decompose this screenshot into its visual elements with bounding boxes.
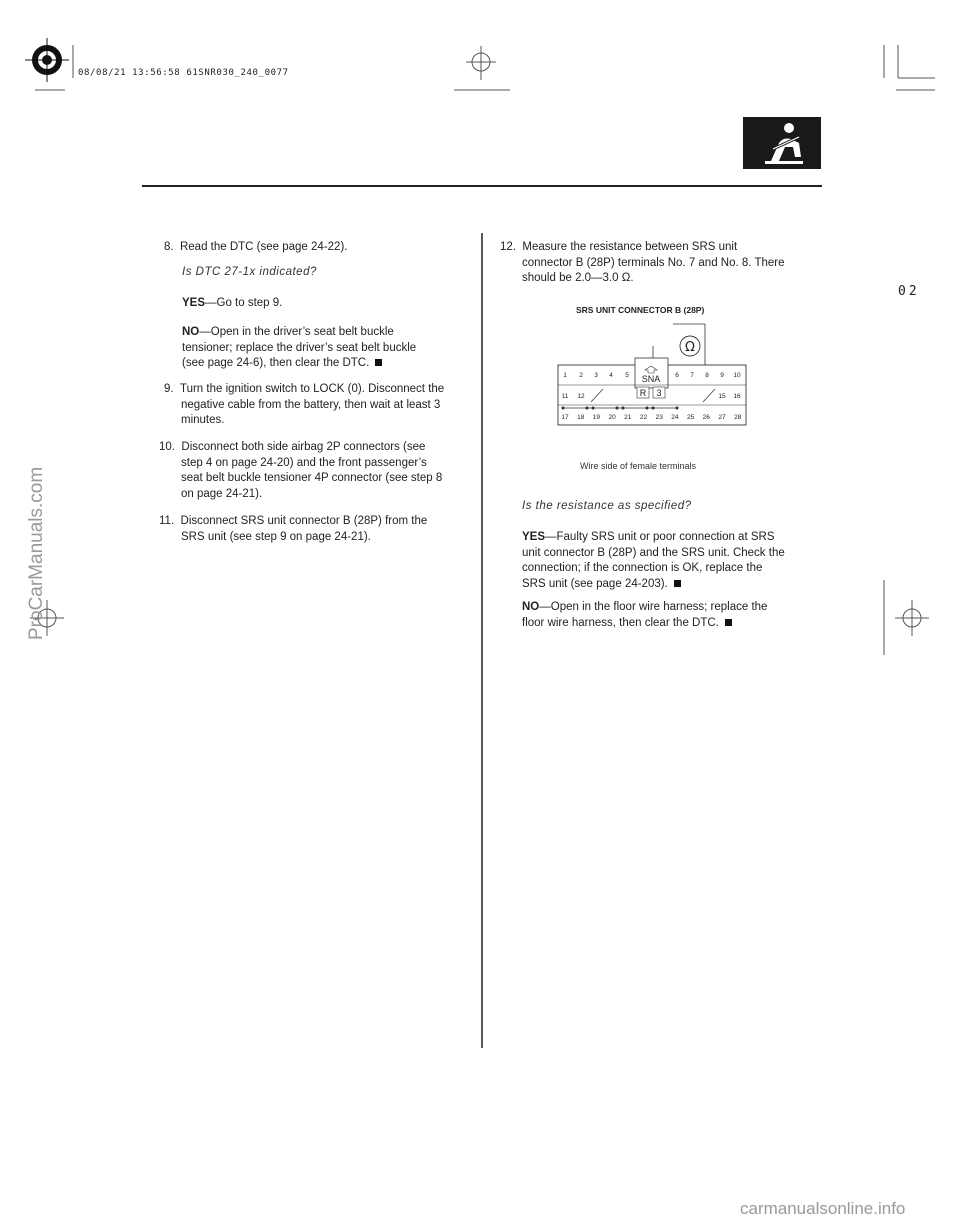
terminal-27: 27: [718, 414, 726, 421]
terminal-1: 1: [563, 372, 567, 379]
terminal-2: 2: [579, 372, 583, 379]
terminal-11: 11: [561, 393, 569, 400]
question-dtc: Is DTC 27-1x indicated?: [182, 266, 317, 278]
terminal-16: 16: [733, 393, 741, 400]
print-timestamp: 08/08/21 13:56:58 61SNR030_240_0077: [78, 68, 289, 78]
question-resistance: Is the resistance as specified?: [522, 500, 692, 512]
svg-text:R: R: [639, 388, 647, 398]
terminal-22: 22: [639, 414, 648, 421]
yes-branch-8: YES—Go to step 9.: [182, 297, 283, 309]
terminal-4: 4: [609, 372, 613, 379]
terminal-10: 10: [733, 372, 741, 379]
svg-text:3: 3: [656, 388, 662, 398]
terminal-7: 7: [690, 372, 694, 379]
terminal-20: 20: [608, 414, 616, 421]
step-10: 10. Disconnect both side airbag 2P connectors (see step 4 on page 24-20) and the front passenger’s seat belt buckle tensioner 4P connector (see step 8 on page 24-21).: [159, 441, 443, 500]
terminal-17: 17: [561, 414, 569, 421]
step-11: 11. Disconnect SRS unit connector B (28P) from the SRS unit (see step 9 on page 24-21).: [159, 515, 428, 543]
terminal-26: 26: [702, 414, 710, 421]
terminal-9: 9: [720, 372, 724, 379]
terminal-12: 12: [577, 393, 585, 400]
seat-belt-icon: [743, 117, 821, 169]
terminal-15: 15: [718, 393, 726, 400]
no-branch-12: NO—Open in the floor wire harness; replace the floor wire harness, then clear the DTC.: [522, 601, 768, 629]
svg-text:Ω: Ω: [685, 340, 695, 355]
yes-branch-12: YES—Faulty SRS unit or poor connection at SRS unit connector B (28P) and the SRS unit. Check the connection; if the connection is OK, replace the SRS unit (see page 24-203).: [522, 531, 785, 590]
registration-target-icon: [25, 38, 69, 82]
end-mark-icon: [674, 580, 681, 587]
step-12: 12. Measure the resistance between SRS unit connector B (28P) terminals No. 7 and No. 8. There should be 2.0—3.0 Ω.: [500, 241, 785, 284]
terminal-19: 19: [592, 414, 601, 421]
diagram-caption: Wire side of female terminals: [580, 461, 697, 471]
terminal-23: 23: [655, 414, 663, 421]
step-9: 9. Turn the ignition switch to LOCK (0). Disconnect the negative cable from the battery, then wait at least 3 minutes.: [164, 383, 445, 426]
end-mark-icon: [375, 359, 382, 366]
terminal-21: 21: [624, 414, 632, 421]
diagram-title: SRS UNIT CONNECTOR B (28P): [576, 305, 705, 315]
page-marker: 02: [898, 284, 920, 299]
footer-watermark: carmanualsonline.info: [740, 1199, 906, 1218]
terminal-6: 6: [675, 372, 679, 379]
terminal-5: 5: [625, 372, 629, 379]
step-8: 8. Read the DTC (see page 24-22).: [164, 241, 348, 253]
terminal-25: 25: [686, 414, 695, 421]
terminal-24: 24: [671, 414, 679, 421]
terminal-8: 8: [705, 372, 709, 379]
connector-diagram: [555, 320, 755, 430]
svg-text:SNA: SNA: [641, 374, 661, 384]
end-mark-icon: [725, 619, 732, 626]
no-branch-8: NO—Open in the driver’s seat belt buckle tensioner; replace the driver’s seat belt buckle (see page 24-6), then clear the DTC.: [182, 326, 417, 369]
terminal-28: 28: [734, 414, 742, 421]
terminal-3: 3: [594, 372, 598, 379]
side-watermark: ProCarManuals.com: [26, 466, 47, 640]
terminal-18: 18: [577, 414, 585, 421]
